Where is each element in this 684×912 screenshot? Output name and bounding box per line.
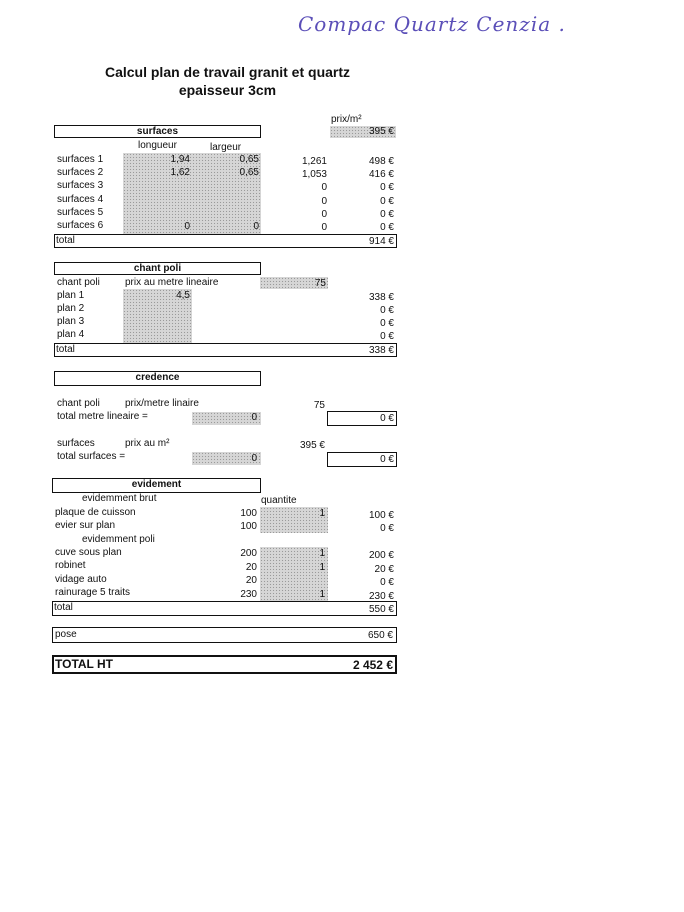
row-label: rainurage 5 traits — [55, 587, 131, 598]
largeur-value[interactable]: 0 — [253, 221, 259, 232]
credence-surf-caption: prix au m² — [125, 438, 170, 449]
price-value: 0 € — [380, 222, 394, 233]
price-per-m2-value: 395 € — [368, 126, 394, 137]
row-label: evier sur plan — [55, 520, 116, 531]
credence-surf-total-label: total surfaces = — [57, 451, 126, 462]
page-subtitle: epaisseur 3cm — [178, 82, 277, 98]
unit-price: 20 — [245, 575, 257, 586]
evidement-total-value: 550 € — [368, 604, 394, 615]
qty-value[interactable]: 1 — [319, 562, 325, 573]
price-value: 0 € — [380, 209, 394, 220]
qty-value[interactable]: 1 — [319, 589, 325, 600]
evidement-total-label: total — [54, 602, 73, 613]
longueur-value[interactable]: 1,62 — [170, 167, 190, 178]
total-ht-value: 2 452 € — [352, 658, 393, 672]
credence-ml-value: 0 — [251, 412, 257, 423]
credence-surf-price: 395 € — [299, 440, 325, 451]
credence-chant-price: 75 — [313, 400, 325, 411]
chant-total-value: 338 € — [368, 345, 394, 356]
surfaces-header: surfaces — [54, 125, 261, 138]
chant-poli-price-value: 75 — [314, 278, 326, 289]
price-value: 416 € — [368, 169, 394, 180]
unit-price: 20 — [245, 562, 257, 573]
area-value: 0 — [321, 222, 327, 233]
evidement-brut-label: evidemment brut — [82, 493, 157, 504]
row-total: 230 € — [368, 591, 394, 602]
row-total: 0 € — [380, 577, 394, 588]
price-value: 498 € — [368, 156, 394, 167]
credence-chant-caption: prix/metre linaire — [125, 398, 199, 409]
col-longueur-label: longueur — [138, 140, 177, 151]
row-label: cuve sous plan — [55, 547, 122, 558]
row-label: surfaces 6 — [57, 220, 104, 231]
row-label: plan 3 — [57, 316, 85, 327]
handwritten-note: Compac Quartz Cenzia . — [298, 12, 566, 36]
area-value: 1,053 — [301, 169, 327, 180]
row-label: vidage auto — [55, 574, 107, 585]
length-value[interactable]: 4,5 — [176, 290, 190, 301]
unit-price: 230 — [240, 589, 257, 600]
largeur-value[interactable]: 0,65 — [239, 154, 259, 165]
page-title: Calcul plan de travail granit et quartz — [104, 64, 351, 80]
price-value: 0 € — [380, 318, 394, 329]
pose-label: pose — [55, 629, 77, 640]
evidement-poli-label: evidemment poli — [82, 534, 155, 545]
row-label: surfaces 3 — [57, 180, 104, 191]
row-label: plan 1 — [57, 290, 85, 301]
price-value: 0 € — [380, 196, 394, 207]
longueur-value[interactable]: 1,94 — [170, 154, 190, 165]
row-label: surfaces 2 — [57, 167, 104, 178]
row-total: 200 € — [368, 550, 394, 561]
credence-header: credence — [54, 371, 261, 386]
evidement-header: evidement — [52, 478, 261, 493]
area-value: 0 — [321, 196, 327, 207]
col-largeur-label: largeur — [210, 142, 242, 153]
row-label: plan 2 — [57, 303, 85, 314]
chant-total-label: total — [56, 344, 75, 355]
qty-value[interactable]: 1 — [319, 508, 325, 519]
credence-surf-total: 0 € — [380, 454, 394, 465]
surfaces-total-label: total — [56, 235, 75, 246]
row-total: 100 € — [368, 510, 394, 521]
row-label: surfaces 4 — [57, 194, 104, 205]
chant-poli-label: chant poli — [57, 277, 100, 288]
chant-poli-price-caption: prix au metre lineaire — [125, 277, 219, 288]
price-value: 338 € — [368, 292, 394, 303]
unit-price: 200 — [240, 548, 257, 559]
total-ht-label: TOTAL HT — [55, 657, 113, 671]
row-label: robinet — [55, 560, 86, 571]
credence-ml-label: total metre lineaire = — [57, 411, 148, 422]
credence-surf-label: surfaces — [57, 438, 95, 449]
quantite-label: quantite — [261, 495, 297, 506]
unit-price: 100 — [240, 521, 257, 532]
credence-ml-total: 0 € — [380, 413, 394, 424]
chant-poli-header: chant poli — [54, 262, 261, 275]
area-value: 1,261 — [301, 156, 327, 167]
price-per-m2-label: prix/m² — [331, 114, 362, 125]
row-label: plaque de cuisson — [55, 507, 136, 518]
price-value: 0 € — [380, 305, 394, 316]
row-label: surfaces 5 — [57, 207, 104, 218]
price-value: 0 € — [380, 182, 394, 193]
area-value: 0 — [321, 182, 327, 193]
pose-value: 650 € — [367, 630, 393, 641]
row-total: 20 € — [374, 564, 394, 575]
row-label: plan 4 — [57, 329, 85, 340]
row-label: surfaces 1 — [57, 154, 104, 165]
qty-value[interactable]: 1 — [319, 548, 325, 559]
surfaces-total-value: 914 € — [368, 236, 394, 247]
area-value: 0 — [321, 209, 327, 220]
credence-surf-value: 0 — [251, 453, 257, 464]
credence-chant-label: chant poli — [57, 398, 100, 409]
largeur-value[interactable]: 0,65 — [239, 167, 259, 178]
price-value: 0 € — [380, 331, 394, 342]
row-total: 0 € — [380, 523, 394, 534]
longueur-value[interactable]: 0 — [184, 221, 190, 232]
unit-price: 100 — [240, 508, 257, 519]
